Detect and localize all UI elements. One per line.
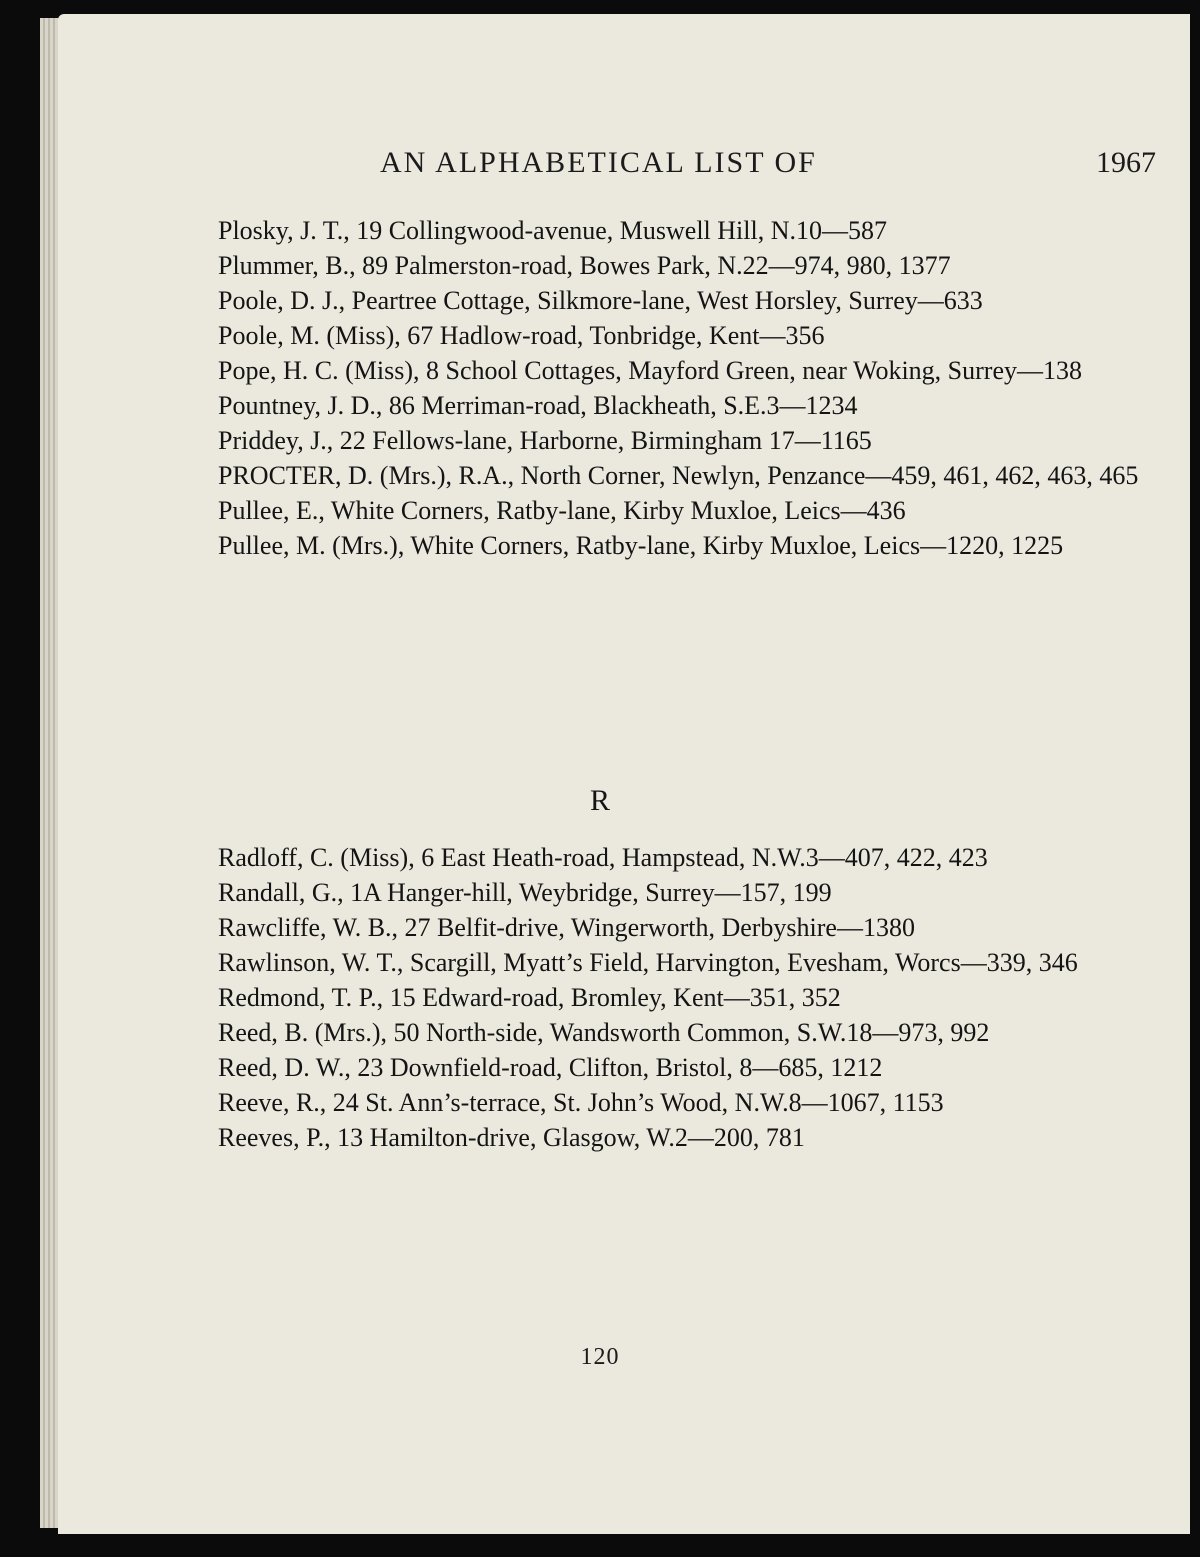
running-head bbox=[380, 146, 1160, 186]
list-entry: Pullee, E., White Corners, Ratby-lane, Kirby Muxloe, Leics—436 bbox=[218, 496, 906, 525]
list-entry: Rawcliffe, W. B., 27 Belfit-drive, Wingerworth, Derbyshire—1380 bbox=[218, 913, 915, 942]
list-entry: Priddey, J., 22 Fellows-lane, Harborne, Birmingham 17—1165 bbox=[218, 426, 872, 455]
entry-list-r bbox=[218, 840, 1152, 1155]
list-entry: Pullee, M. (Mrs.), White Corners, Ratby-lane, Kirby Muxloe, Leics—1220, 1225 bbox=[218, 531, 1064, 560]
list-entry: Reeves, P., 13 Hamilton-drive, Glasgow, W.2—200, 781 bbox=[218, 1123, 805, 1152]
list-entry: Randall, G., 1A Hanger-hill, Weybridge, Surrey—157, 199 bbox=[218, 878, 832, 907]
entry-list-p bbox=[218, 213, 1152, 563]
list-entry: Reed, D. W., 23 Downfield-road, Clifton, Bristol, 8—685, 1212 bbox=[218, 1053, 883, 1082]
list-entry: Redmond, T. P., 15 Edward-road, Bromley, Kent—351, 352 bbox=[218, 983, 841, 1012]
list-entry: PROCTER, D. (Mrs.), R.A., North Corner, Newlyn, Penzance—459, 461, 462, 463, 465 bbox=[218, 461, 1139, 490]
list-entry: Poole, M. (Miss), 67 Hadlow-road, Tonbridge, Kent—356 bbox=[218, 321, 825, 350]
section-letter: R bbox=[589, 784, 610, 817]
list-entry: Rawlinson, W. T., Scargill, Myatt’s Field, Harvington, Evesham, Worcs—339, 346 bbox=[218, 948, 1078, 977]
page-number: 120 bbox=[580, 1344, 620, 1370]
list-entry: Pope, H. C. (Miss), 8 School Cottages, Mayford Green, near Woking, Surrey—138 bbox=[218, 356, 1082, 385]
list-entry: Plosky, J. T., 19 Collingwood-avenue, Muswell Hill, N.10—587 bbox=[218, 216, 888, 245]
list-entry: Plummer, B., 89 Palmerston-road, Bowes Park, N.22—974, 980, 1377 bbox=[218, 251, 951, 280]
running-title: AN ALPHABETICAL LIST OF bbox=[380, 146, 817, 179]
list-entry: Radloff, C. (Miss), 6 East Heath-road, Hampstead, N.W.3—407, 422, 423 bbox=[218, 843, 988, 872]
list-entry: Pountney, J. D., 86 Merriman-road, Blackheath, S.E.3—1234 bbox=[218, 391, 858, 420]
running-year: 1967 bbox=[1096, 146, 1156, 179]
list-entry: Reeve, R., 24 St. Ann’s-terrace, St. John’s Wood, N.W.8—1067, 1153 bbox=[218, 1088, 944, 1117]
list-entry: Poole, D. J., Peartree Cottage, Silkmore-lane, West Horsley, Surrey—633 bbox=[218, 286, 983, 315]
list-entry: Reed, B. (Mrs.), 50 North-side, Wandsworth Common, S.W.18—973, 992 bbox=[218, 1018, 990, 1047]
